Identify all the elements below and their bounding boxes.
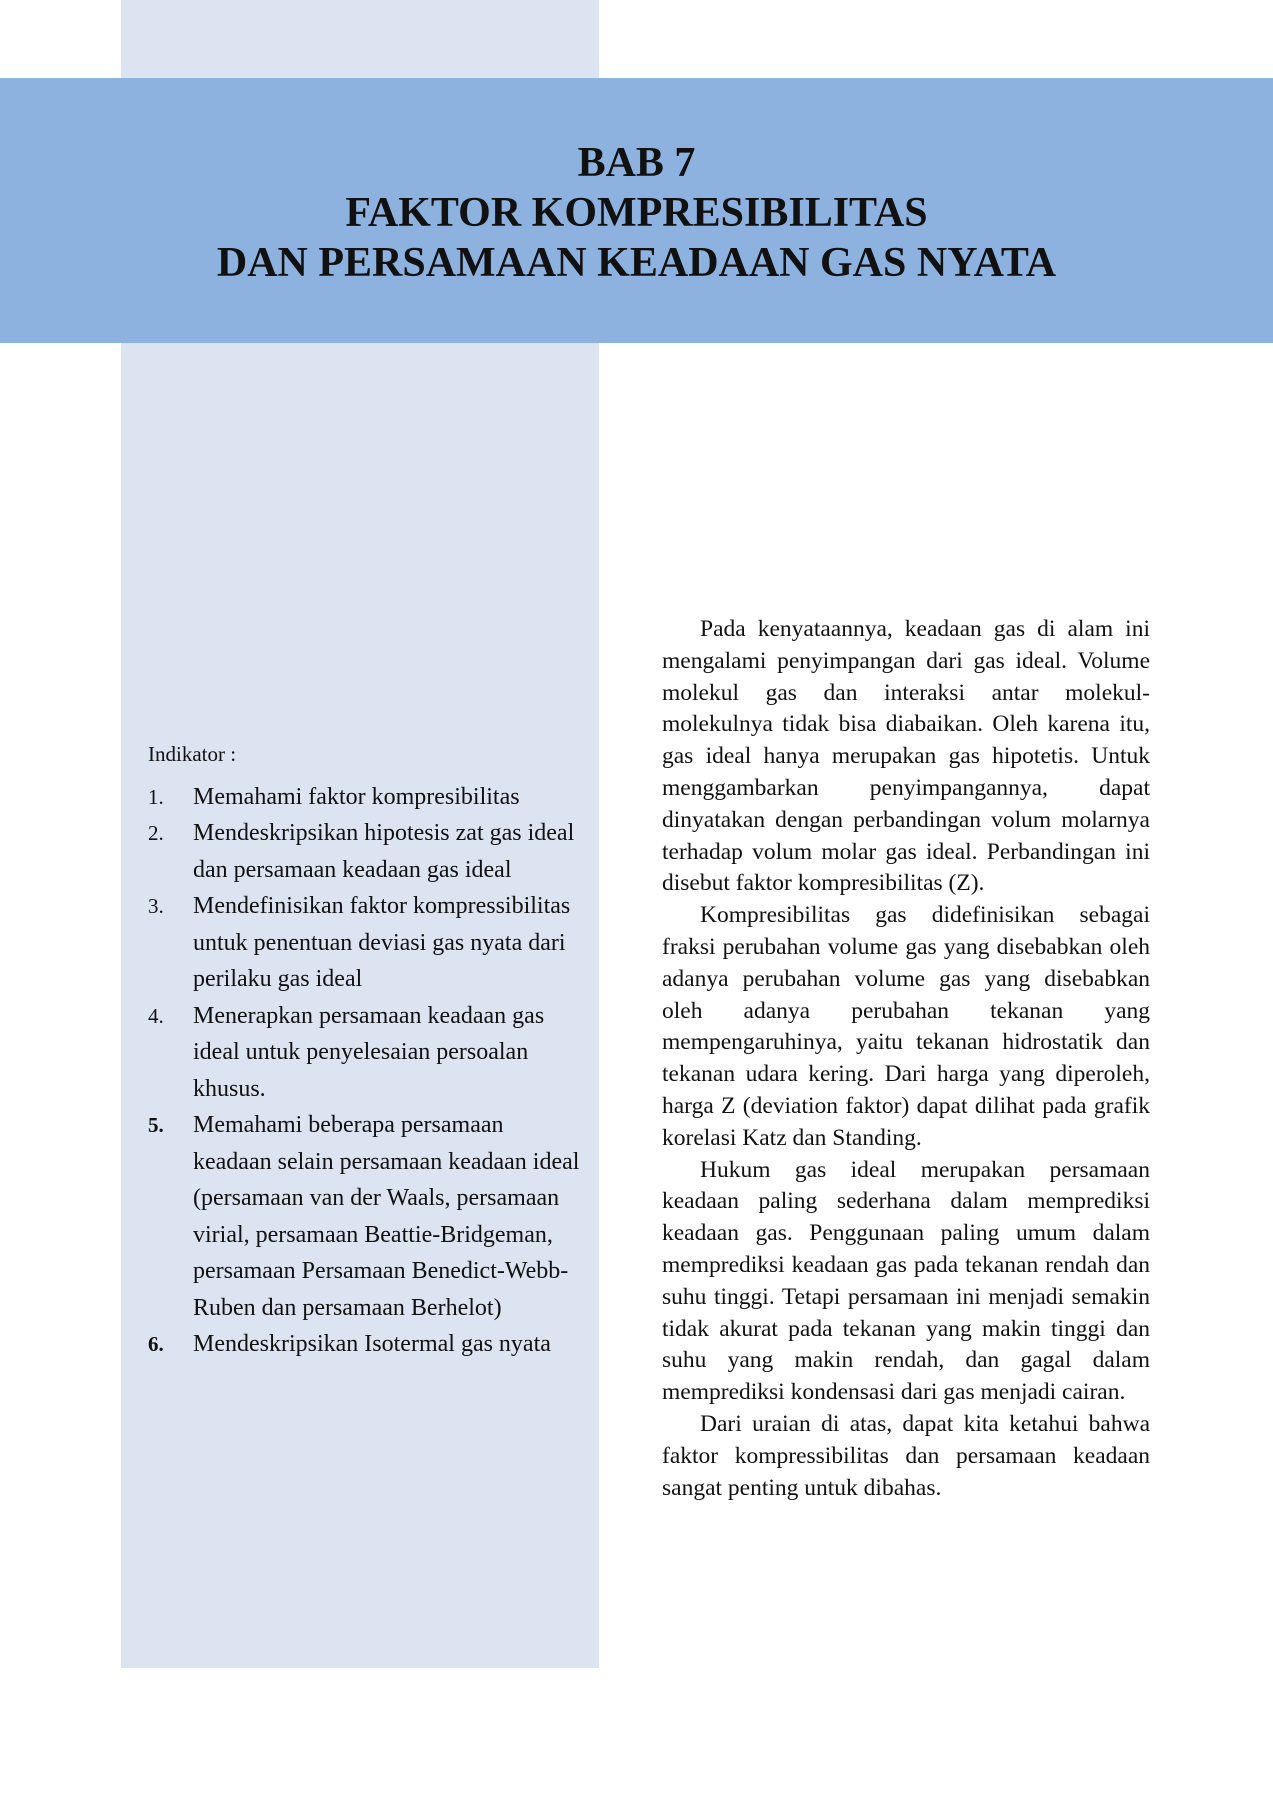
chapter-title bbox=[0, 138, 1273, 288]
chapter-title-line-2: DAN PERSAMAAN KEADAAN GAS NYATA bbox=[216, 240, 1057, 286]
chapter-number: BAB 7 bbox=[577, 140, 696, 186]
intro-body-text bbox=[662, 614, 1150, 1504]
indicator-item-text: Mendeskripsikan hipotesis zat gas ideal dan persamaan keadaan gas ideal bbox=[193, 820, 575, 883]
indicator-item-text: Memahami faktor kompresibilitas bbox=[193, 783, 520, 810]
indicator-item-text: Mendefinisikan faktor kompressibilitas untuk penentuan deviasi gas nyata dari perilaku gas ideal bbox=[193, 893, 571, 992]
indicator-item-number: 3. bbox=[148, 894, 164, 918]
indicator-item-number: 4. bbox=[148, 1003, 164, 1028]
indicator-item bbox=[148, 1107, 588, 1326]
indicator-item-number: 1. bbox=[148, 784, 164, 809]
indicator-section bbox=[148, 736, 588, 1363]
body-paragraph: Dari uraian di atas, dapat kita ketahui bahwa faktor kompressibilitas dan persamaan keadaan sangat penting untuk dibahas. bbox=[662, 1410, 1150, 1501]
indicator-item-number: 5. bbox=[148, 1113, 164, 1137]
indicator-item-text: Memahami beberapa persamaan keadaan selain persamaan keadaan ideal (persamaan van der Waals, persamaan virial, persamaan Beattie-Bridgeman, persamaan Persamaan Benedict-Webb-Ruben dan persamaan Berhelot) bbox=[193, 1112, 580, 1321]
body-paragraph: Kompresibilitas gas didefinisikan sebagai fraksi perubahan volume gas yang disebabkan oleh adanya perubahan volume gas yang disebabkan oleh adanya perubahan tekanan yang mempengaruhinya, yaitu tekanan hidrostatik dan tekanan udara kering. Dari harga yang diperoleh, harga Z (deviation faktor) dapat dilihat pada grafik korelasi Katz dan Standing. bbox=[662, 902, 1150, 1151]
indicator-item-text: Mendeskripsikan Isotermal gas nyata bbox=[193, 1331, 551, 1357]
indicator-item bbox=[148, 998, 588, 1108]
indicator-item bbox=[148, 779, 588, 816]
indicator-item bbox=[148, 815, 588, 888]
indicator-item bbox=[148, 1326, 588, 1363]
indicator-item bbox=[148, 888, 588, 998]
indicator-item-text: Menerapkan persamaan keadaan gas ideal untuk penyelesaian persoalan khusus. bbox=[193, 1002, 545, 1102]
indicator-heading: Indikator : bbox=[148, 742, 237, 766]
body-paragraph: Pada kenyataannya, keadaan gas di alam ini mengalami penyimpangan dari gas ideal. Volume molekul gas dan interaksi antar molekul-molekulnya tidak bisa diabaikan. Oleh karena itu, gas ideal hanya merupakan gas hipotetis. Untuk menggambarkan penyimpangannya, dapat dinyatakan dengan perbandingan volum molarnya terhadap volum molar gas ideal. Perbandingan ini disebut faktor kompresibilitas (Z). bbox=[662, 616, 1150, 897]
chapter-title-line-1: FAKTOR KOMPRESIBILITAS bbox=[345, 190, 928, 236]
body-paragraph: Hukum gas ideal merupakan persamaan keadaan paling sederhana dalam memprediksi keadaan gas. Penggunaan paling umum dalam memprediksi keadaan gas pada tekanan rendah dan suhu tinggi. Tetapi persamaan ini menjadi semakin tidak akurat pada tekanan yang makin tinggi dan suhu yang makin rendah, dan gagal dalam memprediksi kondensasi dari gas menjadi cairan. bbox=[662, 1156, 1150, 1406]
indicator-item-number: 6. bbox=[148, 1332, 164, 1356]
indicator-list bbox=[148, 779, 588, 1363]
indicator-item-number: 2. bbox=[148, 821, 164, 845]
